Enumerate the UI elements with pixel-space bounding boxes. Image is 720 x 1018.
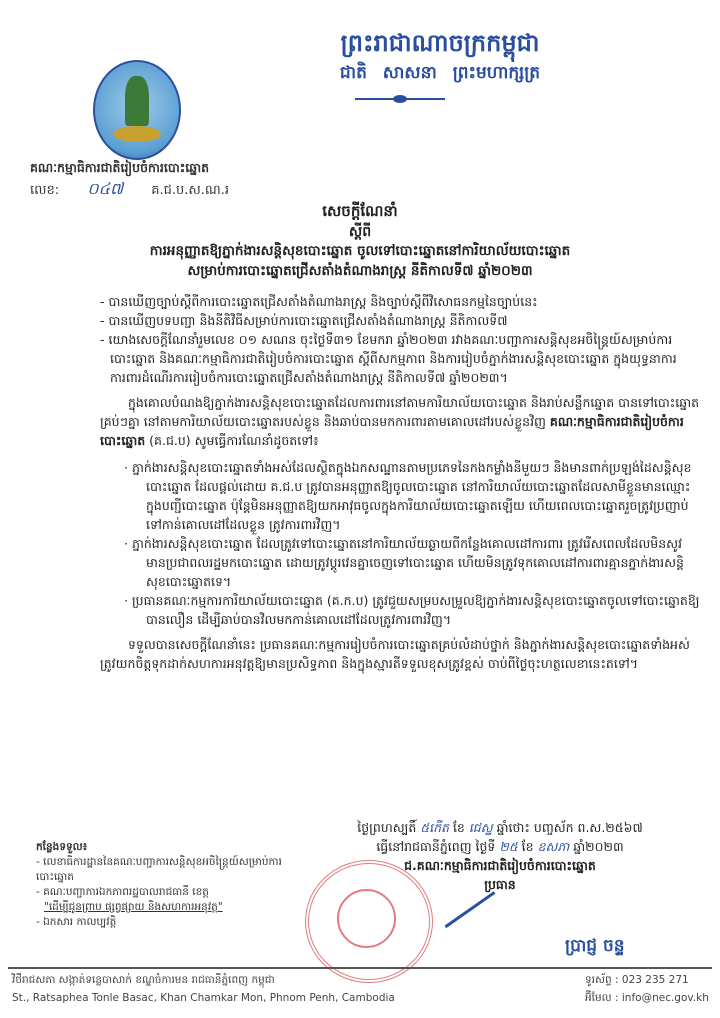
official-seal	[305, 860, 433, 983]
doc-subject-label: ស្តីពី	[348, 224, 372, 240]
instruction-text: ប្រធានគណៈកម្មការការិយាល័យបោះឆ្នោត (គ.ក.ប) ត្រូវជួយសម្របសម្រួលឱ្យភ្នាក់ងារសន្តិសុខបោះឆ្នោតចូលទៅបោះឆ្នោតឱ្យបានលឿន ដើម្បីឆាប់បានវិលមកកាន់គោលដៅដែលត្រូវការពារវិញ។	[131, 593, 700, 627]
footer-divider	[8, 967, 712, 969]
intro-committee: គណៈកម្មាធិការជាតិរៀបចំការបោះឆ្នោត	[100, 414, 684, 448]
instruction-text: ភ្នាក់ងារសន្តិសុខបោះឆ្នោត ដែលត្រូវទៅបោះឆ្នោតនៅការិយាល័យឆ្ងាយពីកន្លែងគោលដៅការពារ ត្រូវរើសពេលដែលមិនសូវមានប្រជាពលរដ្ឋមកបោះឆ្នោត ដោយត្រូវប្តូរវេនគ្នាចេញទៅបោះឆ្នោត ហើយមិនត្រូវទុកគោលដៅការពារគ្មានភ្នាក់ងារសន្តិសុខបោះឆ្នោតទេ។	[131, 536, 684, 589]
solar-date	[300, 837, 700, 856]
motto-religion: សាសនា	[382, 63, 437, 83]
closing-paragraph: ទទួលបានសេចក្តីណែនាំនេះ ប្រធានគណៈកម្មការរៀបចំការបោះឆ្នោតគ្រប់លំដាប់ថ្នាក់ និងភ្នាក់ងារសន្តិសុខបោះឆ្នោតទាំងអស់ត្រូវយកចិត្តទុកដាក់សហការអនុវត្តឱ្យមានប្រសិទ្ធភាព និងក្នុងស្មារតីទទួលខុសត្រូវខ្ពស់ ចាប់ពីថ្ងៃចុះហត្ថលេខានេះតទៅ។	[100, 637, 690, 671]
sender-committee: គណៈកម្មាធិការជាតិរៀបចំការបោះឆ្នោត	[30, 160, 210, 175]
doc-subject-line2: សម្រាប់ការបោះឆ្នោតជ្រើសតាំងតំណាងរាស្ត្រ នីតិកាលទី៧ ឆ្នាំ២០២៣	[187, 263, 533, 279]
handwritten-signature	[445, 891, 516, 957]
instruction-item: · ភ្នាក់ងារសន្តិសុខបោះឆ្នោតទាំងអស់ដែលស្ថិតក្នុងឯកសណ្ឋានតាមប្រភេទនៃកងកម្លាំងនីមួយៗ និងមានពាក់ប្រឡង់ដៃសន្តិសុខបោះឆ្នោត ដែលផ្តល់ដោយ គ.ជ.ប ត្រូវបានអនុញ្ញាតឱ្យចូលបោះឆ្នោត នៅការិយាល័យបោះឆ្នោតដែលសាមីខ្លួនមានឈ្មោះក្នុងបញ្ជីបោះឆ្នោត ប៉ុន្តែមិនអនុញ្ញាតឱ្យយកអាវុធចូលក្នុងការិយាល័យបោះឆ្នោតឡើយ ហើយពេលបោះឆ្នោតរួចត្រូវប្រញាប់ទៅកាន់គោលដៅដែលខ្លួន ត្រូវការពារវិញ។	[124, 460, 692, 532]
recipients-list	[36, 840, 296, 930]
doc-subject-line1: ការអនុញ្ញាតឱ្យភ្នាក់ងារសន្តិសុខបោះឆ្នោត ចូលទៅបោះឆ្នោតនៅការិយាល័យបោះឆ្នោត	[149, 243, 571, 259]
footer-phone: ទូរស័ព្ទ : 023 235 271	[585, 974, 689, 986]
signature-role: ប្រធាន	[484, 877, 516, 892]
email-label: អ៊ីមែល	[585, 992, 612, 1004]
doc-title: សេចក្តីណែនាំ	[322, 202, 398, 220]
lunar-year: ឆ្នាំថោះ បញ្ចស័ក ព.ស.២៥៦៧	[496, 820, 643, 835]
place-prefix: ធ្វើនៅរាជធានីភ្នំពេញ ថ្ងៃទី	[376, 839, 496, 854]
reference-item: - បានឃើញច្បាប់ស្តីពីការបោះឆ្នោតជ្រើសតាំងតំណាងរាស្ត្រ និងច្បាប់ស្តីពីវិសោធនកម្មនៃច្បាប់នេះ	[100, 294, 538, 309]
lunar-month: ជេស្ឋ	[468, 820, 493, 835]
email-value[interactable]: info@nec.gov.kh	[621, 992, 709, 1004]
intro-abbr: (គ.ជ.ប)	[149, 433, 191, 448]
lunar-month-label: ខែ	[452, 820, 465, 835]
number-suffix: គ.ជ.ប.ស.ណ.រ	[151, 183, 229, 198]
signature-org: ជ.គណៈកម្មាធិការជាតិរៀបចំការបោះឆ្នោត	[404, 858, 596, 873]
nec-logo	[93, 60, 181, 160]
kingdom-heading: ព្រះរាជាណាចក្រកម្ពុជា	[340, 29, 540, 57]
lunar-date	[300, 818, 700, 837]
recipient-item: - ឯកសារ កាលប្បវត្តិ	[36, 916, 117, 928]
number-label: លេខ:	[30, 183, 60, 198]
recipient-item: - គណៈបញ្ជាការឯកភាពរដ្ឋបាលរាជធានី ខេត្ត	[36, 886, 209, 898]
lunar-day: ៥កើត	[420, 820, 449, 835]
phone-label: ទូរស័ព្ទ	[585, 974, 612, 986]
day: ២៥	[499, 839, 518, 854]
national-motto	[260, 62, 620, 87]
document-body	[100, 292, 700, 673]
intro-paragraph	[100, 393, 700, 450]
lunar-prefix: ថ្ងៃព្រហស្បតិ៍	[357, 820, 417, 835]
footer-address-en: St., Ratsaphea Tonle Basac, Khan Chamkar Mon, Phnom Penh, Cambodia	[12, 992, 395, 1004]
ornament-divider	[355, 98, 445, 100]
recipients-heading: កន្លែងទទួល៖	[36, 841, 88, 853]
motto-nation: ជាតិ	[339, 63, 367, 83]
footer-email: អ៊ីមែល : info@nec.gov.kh	[585, 992, 709, 1004]
month-label: ខែ	[521, 839, 534, 854]
motto-king: ព្រះមហាក្សត្រ	[452, 63, 541, 83]
recipient-item: - លេខាធិការដ្ឋាននៃគណៈបញ្ជាការសន្តិសុខអចិន្ត្រៃយ៍សម្រាប់ការបោះឆ្នោត	[36, 856, 282, 883]
signatory-name: ប្រាជ្ញ ចន្ទ	[565, 936, 625, 956]
instruction-text: ភ្នាក់ងារសន្តិសុខបោះឆ្នោតទាំងអស់ដែលស្ថិតក្នុងឯកសណ្ឋានតាមប្រភេទនៃកងកម្លាំងនីមួយៗ និងមានពាក់ប្រឡង់ដៃសន្តិសុខបោះឆ្នោត ដែលផ្តល់ដោយ គ.ជ.ប ត្រូវបានអនុញ្ញាតឱ្យចូលបោះឆ្នោត នៅការិយាល័យបោះឆ្នោតដែលសាមីខ្លួនមានឈ្មោះក្នុងបញ្ជីបោះឆ្នោត ប៉ុន្តែមិនអនុញ្ញាតឱ្យយកអាវុធចូលក្នុងការិយាល័យបោះឆ្នោតឡើយ ហើយពេលបោះឆ្នោតរួចត្រូវប្រញាប់ទៅកាន់គោលដៅដែលខ្លួន ត្រូវការពារវិញ។	[131, 460, 692, 532]
intro-text: ក្នុងគោលបំណងឱ្យភ្នាក់ងារសន្តិសុខបោះឆ្នោតដែលការពារនៅតាមការិយាល័យបោះឆ្នោត និងរាប់សន្លឹកឆ្នោត បានទៅបោះឆ្នោតគ្រប់ៗគ្នា នៅតាមការិយាល័យបោះឆ្នោតរបស់ខ្លួន និងឆាប់បានមកការពារតាមគោលដៅរបស់ខ្លួនវិញ	[100, 395, 700, 429]
document-number	[30, 178, 253, 202]
phone-value: 023 235 271	[621, 974, 689, 986]
recipient-note: "ដើម្បីជូនព្រាប ផ្សព្វផ្សាយ និងសហការអនុវត្ត"	[44, 901, 223, 913]
instruction-item: · ប្រធានគណៈកម្មការការិយាល័យបោះឆ្នោត (គ.ក.ប) ត្រូវជួយសម្របសម្រួលឱ្យភ្នាក់ងារសន្តិសុខបោះឆ្នោតចូលទៅបោះឆ្នោតឱ្យបានលឿន ដើម្បីឆាប់បានវិលមកកាន់គោលដៅដែលត្រូវការពារវិញ។	[124, 593, 700, 627]
intro-tail: សូមធ្វើការណែនាំដូចតទៅ៖	[194, 433, 319, 448]
year: ឆ្នាំ២០២៣	[573, 839, 624, 854]
month: ឧសភា	[537, 839, 570, 854]
number-value: ០៤៧	[87, 179, 124, 198]
reference-item: - យោងសេចក្តីណែនាំរួមលេខ ០១ សណន ចុះថ្ងៃទី៣១ ខែមករា ឆ្នាំ២០២៣ រវាងគណៈបញ្ជាការសន្តិសុខអចិន្ត្រៃយ៍សម្រាប់ការបោះឆ្នោត និងគណៈកម្មាធិការជាតិរៀបចំការបោះឆ្នោត ស្តីពីសកម្មភាព និងការរៀបចំភ្នាក់ងារសន្តិសុខបោះឆ្នោត ក្នុងយុទ្ធនាការការពារដំណើរការរៀបចំការបោះឆ្នោតជ្រើសតាំងតំណាងរាស្ត្រ នីតិកាលទី៧ ឆ្នាំ២០២៣។	[100, 332, 677, 385]
reference-item: - បានឃើញបទបញ្ជា និងនីតិវិធីសម្រាប់ការបោះឆ្នោតជ្រើសតាំងតំណាងរាស្ត្រ នីតិកាលទី៧	[100, 313, 508, 328]
instruction-item: · ភ្នាក់ងារសន្តិសុខបោះឆ្នោត ដែលត្រូវទៅបោះឆ្នោតនៅការិយាល័យឆ្ងាយពីកន្លែងគោលដៅការពារ ត្រូវរើសពេលដែលមិនសូវមានប្រជាពលរដ្ឋមកបោះឆ្នោត ដោយត្រូវប្តូរវេនគ្នាចេញទៅបោះឆ្នោត ហើយមិនត្រូវទុកគោលដៅការពារគ្មានភ្នាក់ងារសន្តិសុខបោះឆ្នោតទេ។	[124, 536, 684, 589]
footer-address-km: វិថីរាជសភា សង្កាត់ទន្លេបាសាក់ ខណ្ឌចំការមន រាជធានីភ្នំពេញ កម្ពុជា	[12, 974, 275, 986]
